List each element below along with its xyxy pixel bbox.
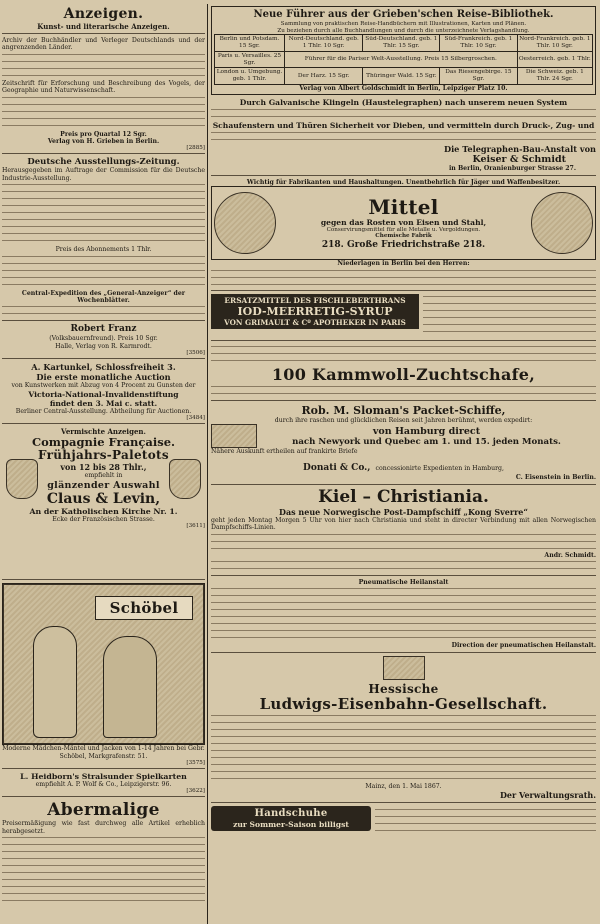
ad-number: [3622] xyxy=(186,788,205,795)
robert-verlag: Halle, Verlag von R. Karmrodt. xyxy=(55,342,152,350)
ausstellungs-text: Herausgegeben im Auftrage der Commission für die Deutsche Industrie-Ausstellung. xyxy=(2,167,205,182)
sommer-saison: zur Sommer-Saison billigst xyxy=(233,820,349,830)
auction-sub: von Kunstwerken mit Abzug von 4 Procent zu Gunsten der xyxy=(11,382,196,390)
abermalige-title: Abermalige xyxy=(47,800,160,821)
donati-sub: concessionirte Expedienten in Hamburg, xyxy=(375,465,504,473)
steamship-icon xyxy=(211,424,257,448)
kiel-ad xyxy=(211,488,596,576)
fuehrer-title: Neue Führer aus der Grieben'schen Reise-Bibliothek. xyxy=(253,9,554,20)
mittel-fabrik: Chemische Fabrik xyxy=(375,233,432,240)
katholische-sub: Ecke der Französischen Strasse. xyxy=(52,515,155,523)
ausstellungs-ad xyxy=(2,157,205,321)
schoebel-signboard xyxy=(95,596,193,620)
telegraphen-title: Die Telegraphen-Bau-Anstalt von xyxy=(443,144,596,155)
abermalige-text: Preisermäßigung wie fast durchweg alle Artikel erheblich herabgesetzt. xyxy=(2,820,205,835)
victoria-date: findet den 3. Mai c. statt. xyxy=(49,398,158,408)
wichtig-line: Wichtig für Fabrikanten und Haushaltungen. Unentbehrlich für Jäger und Waffenbesitzer. xyxy=(246,178,561,186)
victoria-note: Berliner Central-Ausstellung. Abtheilung für Auctionen. xyxy=(15,407,192,415)
keiser-addr: in Berlin, Oranienburger Strasse 27. xyxy=(448,165,576,173)
anzeigen-header xyxy=(2,6,205,34)
right-column xyxy=(211,6,596,922)
newyork: nach Newyork und Quebec am 1. und 15. jeden Monats. xyxy=(292,436,561,447)
mittel-addr: Große Friedrichstraße xyxy=(346,239,461,250)
schoebel-title: Schöbel xyxy=(109,599,179,618)
locomotive-icon xyxy=(383,656,425,680)
table-row: London u. Umgebung. geb. 1 Thlr. Der Harz. 15 Sgr. Thüringer Wald. 15 Sgr. Das Riesengebirge. 15 Sgr. Die Schweiz. geb. 1 Thlr. 24 Sgr. xyxy=(215,68,593,85)
hessische-title: Hessische xyxy=(368,681,439,696)
fruehjahrs-title: Frühjahrs-Paletots xyxy=(38,448,169,463)
verwaltungsrath: Der Verwaltungsrath. xyxy=(499,790,596,801)
naehere: Nähere Auskunft ertheilen auf frankirte Briefe xyxy=(211,448,358,455)
sloman-title: Rob. M. Sloman's Packet-Schiffe, xyxy=(301,403,506,417)
central-anzeiger: Central-Expedition des „General-Anzeiger“ der Wochenblätter. xyxy=(21,289,186,305)
schaufenster-line: Schaufenstern und Thüren Sicherheit vor Dieben, und vermitteln durch Druck-, Zug- und xyxy=(212,121,595,131)
compagnie-ad xyxy=(2,427,205,580)
fuehrer-table xyxy=(214,34,593,85)
sloman-sub: durch ihre raschen und glücklichen Reisen seit Jahren berühmt, werden expedirt: xyxy=(274,416,533,424)
mittel-ad xyxy=(211,179,596,291)
schoebel-ad xyxy=(2,583,205,769)
vermischte-title: Vermischte Anzeigen. xyxy=(61,427,146,437)
ludwigs-ad xyxy=(211,656,596,803)
heidborn-title: L. Heidborn's Stralsunder Spielkarten xyxy=(20,771,187,781)
ad-number: [3611] xyxy=(186,522,205,529)
zeitschrift-text: Zeitschrift für Erforschung und Beschreibung des Vogels, der Geographie und Naturwissenschaft. xyxy=(2,79,205,95)
hamburg: von Hamburg direct xyxy=(372,425,481,437)
empfiehlt: empfiehlt in xyxy=(84,472,123,480)
niederlagen: Niederlagen in Berlin bei den Herren: xyxy=(337,260,470,268)
iod-ad xyxy=(211,294,596,341)
kammwoll-title: 100 Kammwoll-Zuchtschafe, xyxy=(271,364,536,384)
victoria-title: Victoria-National-Invalidenstiftung xyxy=(28,389,179,399)
handschuhe-banner xyxy=(211,806,371,831)
ad-number: [3575] xyxy=(186,759,205,766)
ausstellungs-title: Deutsche Ausstellungs-Zeitung. xyxy=(27,157,180,168)
verlag-line: Verlag von H. Grieben in Berlin. xyxy=(47,138,160,146)
abermalige-ad xyxy=(2,800,205,905)
anzeigen-title: Anzeigen. xyxy=(63,6,144,22)
mittel-title: Mittel xyxy=(368,194,439,219)
kammwoll-ad xyxy=(211,366,596,401)
robert-sub: (Volksbauernfreund). Preis 10 Sgr. xyxy=(49,335,158,343)
heilanstalt-title: Pneumatische Heilanstalt xyxy=(358,579,449,587)
portrait-medal-icon xyxy=(531,192,593,254)
woman-figure xyxy=(103,636,157,738)
mittel-num-2: 218. xyxy=(463,239,486,250)
ludwigs-title: Ludwigs-Eisenbahn-Gesellschaft. xyxy=(259,694,548,713)
iod-title: IOD-MEERRETIG-SYRUP xyxy=(237,304,393,318)
dauer-line: Preis des Abonnements 1 Thlr. xyxy=(55,246,152,254)
ersatzmittel: ERSATZMITTEL DES FISCHLEBERTHRANS xyxy=(224,295,406,305)
fuehrer-sub: Sammlung von praktischen Reise-Handbüchern mit Illustrationen, Karten und Plänen. xyxy=(280,21,527,27)
kiel-title: Kiel – Christiania. xyxy=(318,486,489,507)
auction-ad xyxy=(2,362,205,424)
fuehrer-footer: Verlag von Albert Goldschmidt in Berlin, Leipziger Platz 10. xyxy=(299,84,508,92)
keiser-schmidt: Keiser & Schmidt xyxy=(472,154,566,166)
child-figure xyxy=(33,626,77,738)
ad-number: [3506] xyxy=(186,350,205,357)
medal-left-icon xyxy=(214,192,276,254)
kiel-text: geht jeden Montag Morgen 5 Uhr von hier nach Christiania und steht in directer Verbindung mit allen Norwegischen Dampfschiffs-Linien. xyxy=(211,516,596,532)
table-row: Paris u. Versailles. 25 Sgr. Führer für die Pariser Welt-Ausstellung. Preis 15 Silbergroschen. Oesterreich. geb. 1 Thlr. xyxy=(215,51,593,68)
galvanische-ad xyxy=(211,98,596,175)
auction-title: Die erste monatliche Auction xyxy=(36,372,171,383)
heidborn-ad xyxy=(2,772,205,797)
column-divider xyxy=(207,4,208,924)
ad-number: [3484] xyxy=(186,415,205,422)
galvanische-title: Durch Galvanische Klingeln (Haustelegraphen) nach unserem neuen System xyxy=(239,98,568,108)
handschuhe-title: Handschuhe xyxy=(254,808,328,820)
glaenzend: glänzender Auswahl xyxy=(47,479,160,491)
heilanstalt-ad xyxy=(211,579,596,653)
kiel-agent: Andr. Schmidt. xyxy=(544,551,596,559)
katholische: An der Katholischen Kirche Nr. 1. xyxy=(29,506,178,516)
mittel-sub2: Conservirungsmittel für alle Metalle u. Vergoldungen. xyxy=(326,226,481,233)
crest-left-icon xyxy=(6,459,38,499)
mittel-sub: gegen das Rosten von Eisen und Stahl, xyxy=(320,217,487,227)
ad-number: [2885] xyxy=(186,145,205,152)
direction: Direction der pneumatischen Heilanstalt. xyxy=(451,642,596,650)
kartunkel-title: A. Kartunkel, Schlossfreiheit 3. xyxy=(31,362,176,373)
claus-levin: Claus & Levin, xyxy=(46,490,161,507)
donati: Donati & Co., xyxy=(303,463,371,474)
handschuhe-ad xyxy=(211,806,596,831)
archiv-ad xyxy=(2,37,205,154)
price-line: Preis pro Quartal 12 Sgr. xyxy=(60,130,147,138)
crest-right-icon xyxy=(169,459,201,499)
schoebel-caption: Moderne Mädchen-Mäntel und Jacken von 1-14 Jahren bei Gebr. Schöbel, Markgrafenstr. 51. xyxy=(2,745,205,760)
iod-banner xyxy=(211,294,419,329)
eisenstein: C. Eisenstein in Berlin. xyxy=(515,474,596,482)
archiv-text: Archiv der Buchhändler und Verleger Deutschlands und der angrenzenden Länder. xyxy=(2,37,205,52)
ludwigs-date: Mainz, den 1. Mai 1867. xyxy=(365,782,442,790)
robert-franz: Robert Franz xyxy=(70,324,137,335)
left-column xyxy=(2,6,205,922)
fuehrer-sub2: Zu beziehen durch alle Buchhandlungen und durch die unterzeichnete Verlagshandlung. xyxy=(277,27,530,34)
kiel-sub: Das neue Norwegische Post-Dampfschiff „Kong Sverre“ xyxy=(279,506,528,517)
grimault: VON GRIMAULT & Cº APOTHEKER IN PARIS xyxy=(224,317,406,327)
compagnie-title: Compagnie Française. xyxy=(31,435,176,450)
kunst-title: Kunst- und literarische Anzeigen. xyxy=(37,22,170,31)
table-row: Berlin und Potsdam. 15 Sgr. Nord-Deutschland. geb. 1 Thlr. 10 Sgr. Süd-Deutschland. geb. 1 Thlr. 15 Sgr. Süd-Frankreich. geb. 1 Thlr. 10 Sgr. Nord-Frankreich. geb. 1 Thlr. 10 Sgr. xyxy=(215,35,593,52)
price-from: von 12 bis 28 Thlr., xyxy=(60,462,147,473)
robert-franz-ad xyxy=(2,324,205,359)
heidborn-sub: empfiehlt A. P. Wolf & Co., Leipzigerstr. 96. xyxy=(35,780,172,788)
sloman-ad xyxy=(211,404,596,485)
fuehrer-ad xyxy=(211,6,596,95)
mittel-num: 218. xyxy=(321,239,344,250)
